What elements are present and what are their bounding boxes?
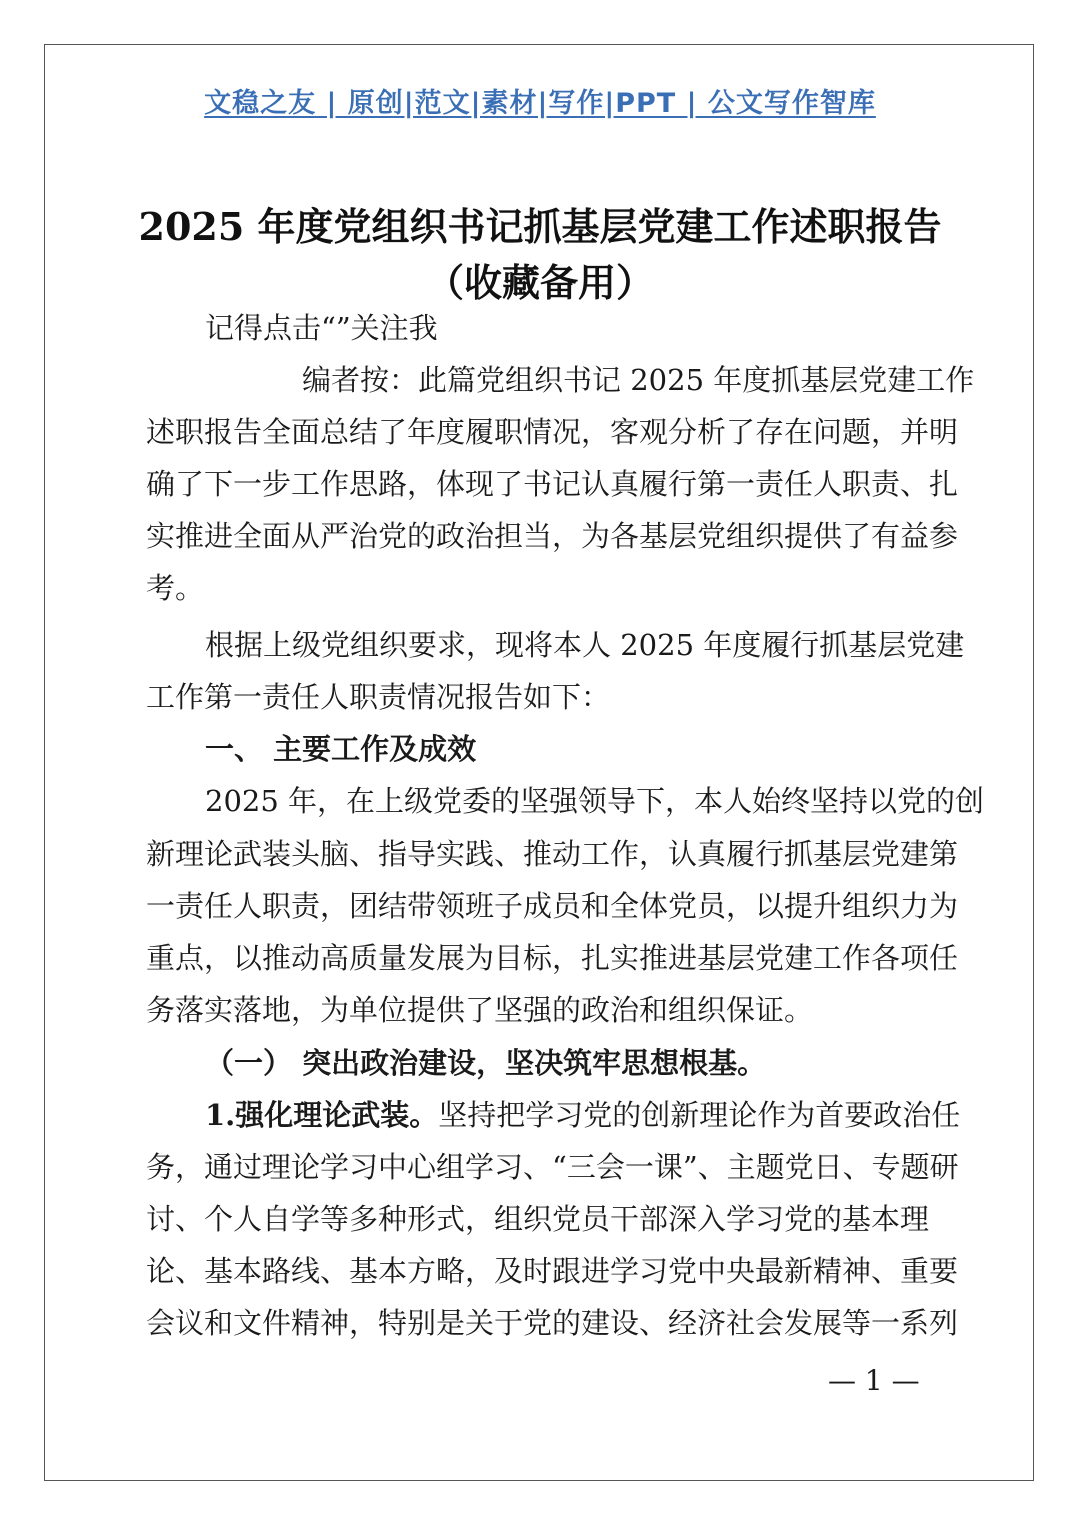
- document-subtitle: （收藏备用）: [425, 260, 654, 305]
- page-number: — 1 —: [828, 1364, 920, 1397]
- body-line: 2025 年，在上级党委的坚强领导下，本人始终坚持以党的创: [205, 784, 985, 818]
- body-line: 务落实落地，为单位提供了坚强的政治和组织保证。: [146, 993, 814, 1027]
- header-banner-link[interactable]: 文稳之友 | 原创|范文|素材|写作|PPT | 公文写作智库: [204, 88, 876, 119]
- body-line: 重点，以推动高质量发展为目标，扎实推进基层党建工作各项任: [146, 941, 959, 975]
- body-line: 新理论武装头脑、指导实践、推动工作，认真履行抓基层党建第: [146, 837, 959, 871]
- editor-note-line: 考。: [146, 571, 205, 605]
- body-line: 务，通过理论学习中心组学习、“三会一课”、主题党日、专题研: [146, 1150, 959, 1184]
- body-line: [205, 1098, 961, 1132]
- subsection-heading: （一） 突出政治建设，坚决筑牢思想根基。: [205, 1046, 767, 1080]
- header-banner[interactable]: [0, 81, 1080, 120]
- editor-note-line: 确了下一步工作思路，体现了书记认真履行第一责任人职责、扎: [146, 467, 959, 501]
- section-heading: 一、 主要工作及成效: [205, 732, 477, 766]
- item-text: 坚持把学习党的创新理论作为首要政治任: [438, 1098, 961, 1132]
- body-line: 论、基本路线、基本方略，及时跟进学习党中央最新精神、重要: [146, 1254, 959, 1288]
- intro-line: 工作第一责任人职责情况报告如下：: [146, 680, 611, 714]
- document-title: 2025 年度党组织书记抓基层党建工作述职报告: [138, 204, 942, 249]
- follow-reminder: 记得点击“”关注我: [205, 311, 438, 345]
- intro-line: 根据上级党组织要求，现将本人 2025 年度履行抓基层党建: [205, 628, 965, 662]
- body-line: 讨、个人自学等多种形式，组织党员干部深入学习党的基本理: [146, 1202, 930, 1236]
- editor-note-line: 实推进全面从严治党的政治担当，为各基层党组织提供了有益参: [146, 519, 959, 553]
- body-line: 一责任人职责，团结带领班子成员和全体党员，以提升组织力为: [146, 889, 959, 923]
- editor-note-line: 编者按：此篇党组织书记 2025 年度抓基层党建工作: [302, 363, 975, 397]
- editor-note-line: 述职报告全面总结了年度履职情况，客观分析了存在问题，并明: [146, 415, 959, 449]
- body-line: 会议和文件精神，特别是关于党的建设、经济社会发展等一系列: [146, 1306, 959, 1340]
- item-heading: 1.强化理论武装。: [205, 1098, 439, 1132]
